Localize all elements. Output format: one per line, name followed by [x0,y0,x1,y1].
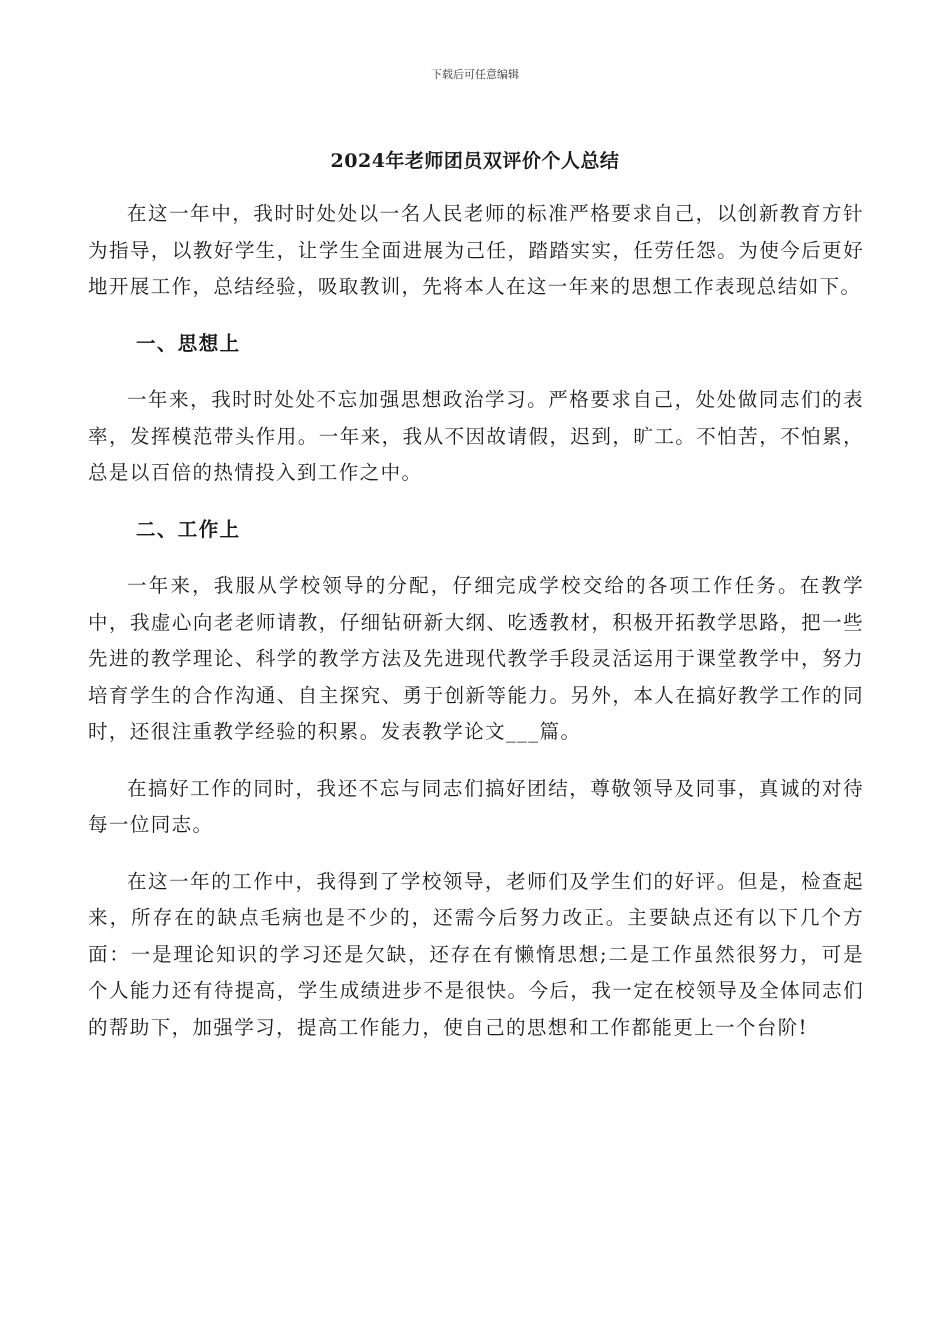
section-heading-ideology: 一、思想上 [136,331,241,355]
intro-paragraph: 在这一年中，我时时处处以一名人民老师的标准严格要求自己，以创新教育方针为指导，以教好学生，让学生全面进展为己任，踏踏实实，任劳任怨。为使今后更好地开展工作，总结经验，吸取教训，先将本人在这一年来的思想工作表现总结如下。 [88,202,864,298]
section-heading-work: 二、工作上 [136,517,241,541]
shortcomings-paragraph: 在这一年的工作中，我得到了学校领导，老师们及学生们的好评。但是，检查起来，所存在的缺点毛病也是不少的，还需今后努力改正。主要缺点还有以下几个方面：一是理论知识的学习还是欠缺，还存在有懒惰思想;二是工作虽然很努力，可是个人能力还有待提高，学生成绩进步不是很快。今后，我一定在校领导及全体同志们的帮助下，加强学习，提高工作能力，使自己的思想和工作都能更上一个台阶! [88,869,864,1039]
document-body [88,196,864,1066]
ideology-paragraph: 一年来，我时时处处不忘加强思想政治学习。严格要求自己，处处做同志们的表率，发挥模范带头作用。一年来，我从不因故请假，迟到，旷工。不怕苦，不怕累，总是以百倍的热情投入到工作之中。 [88,388,864,484]
document-title: 2024年老师团员双评价个人总结 [330,150,620,172]
work-paragraph: 一年来，我服从学校领导的分配，仔细完成学校交给的各项工作任务。在教学中，我虚心向老老师请教，仔细钻研新大纲、吃透教材，积极开拓教学思路，把一些先进的教学理论、科学的教学方法及先进现代教学手段灵活运用于课堂教学中，努力培育学生的合作沟通、自主探究、勇于创新等能力。另外，本人在搞好教学工作的同时，还很注重教学经验的积累。发表教学论文___篇。 [88,574,864,743]
unity-paragraph: 在搞好工作的同时，我还不忘与同志们搞好团结，尊敬领导及同事，真诚的对待每一位同志。 [88,776,864,836]
page-header-note: 下载后可任意编辑 [431,68,519,81]
